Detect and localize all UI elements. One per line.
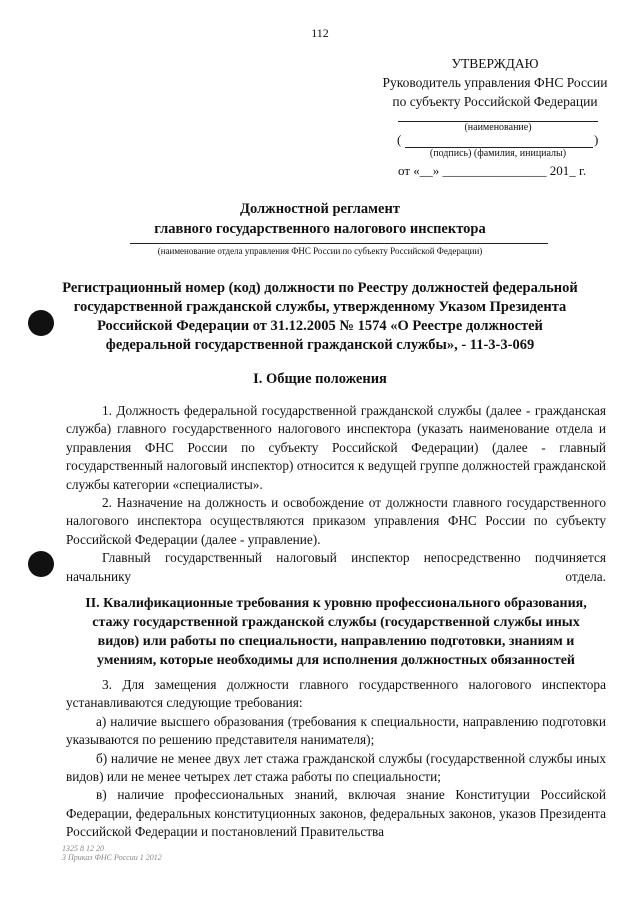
approval-date: от «__» ________________ 201_ г. (398, 163, 587, 178)
dept-caption: (наименование отдела управления ФНС России по субъекту Российской Федерации) (157, 246, 483, 256)
approval-heading: УТВЕРЖДАЮ (451, 56, 539, 71)
section-2-heading-4: умениям, которые необходимы для исполнения должностных обязанностей (97, 653, 575, 668)
registration-line-3: Российской Федерации от 31.12.2005 № 1574 «О Реестре должностей (97, 318, 543, 334)
paren-open: ( (397, 132, 402, 147)
section-1-heading: I. Общие положения (253, 371, 387, 387)
doc-title-2: главного государственного налогового инспектора (154, 221, 486, 237)
name-caption: (наименование) (464, 122, 532, 133)
registration-line-2: государственной гражданской службы, утвержденному Указом Президента (73, 299, 567, 315)
archive-stamp (62, 844, 162, 862)
item-a: а) наличие высшего образования (требования к специальности, направлению подготовки указываются по решению представителя нанимателя); (66, 713, 606, 748)
paragraph-3: 3. Для замещения должности главного государственного налогового инспектора устанавливаются следующие требования: (66, 677, 606, 711)
approval-line-2: по субъекту Российской Федерации (392, 94, 598, 109)
section-2-heading-2: стажу государственной гражданской службы (государственной службы иных (92, 615, 580, 630)
registration-line-1: Регистрационный номер (код) должности по Реестру должностей федеральной (62, 280, 578, 296)
registration-line-4: федеральной государственной гражданской службы», - 11-3-3-069 (105, 337, 535, 353)
section-1-body (66, 402, 606, 586)
section-2-heading (66, 594, 606, 670)
item-v: в) наличие профессиональных знаний, включая знание Конституции Российской Федерации, федеральных конституционных законов, федеральных законов, указов Президента Российской Федерации и постановлений Правительства (66, 787, 606, 840)
signature-caption: (подпись) (фамилия, инициалы) (429, 148, 567, 159)
section-2-heading-3: видов) или работы по специальности, направлению подготовки, знаниям и (97, 634, 575, 649)
paren-close: ) (594, 132, 599, 147)
punch-hole-bottom (28, 551, 54, 577)
page-number: 112 (311, 26, 329, 40)
approval-block (380, 54, 610, 111)
paragraph-2: 2. Назначение на должность и освобождение от должности главного государственного налогового инспектора осуществляются приказом управления ФНС России по субъекту Российской Федерации (далее - управление). (66, 495, 606, 547)
punch-hole-top (28, 310, 54, 336)
stamp-line-2: 3 Приказ ФНС России 1 2012 (62, 853, 162, 862)
section-2-body (66, 676, 606, 842)
paragraph-2-cont: Главный государственный налоговый инспектор непосредственно подчиняется начальнику отдела. (66, 550, 606, 584)
doc-title-1: Должностной регламент (240, 201, 400, 217)
stamp-line-1: 1325 8 12 20 (62, 844, 104, 853)
paragraph-1: 1. Должность федеральной государственной гражданской службы (далее - гражданская служба) главного государственного налогового инспектора (указать наименование отдела и управления ФНС России по субъекту Российской Федерации) (далее - главный государственный налоговый инспектор) относится к ведущей группе должностей гражданской службы категории «специалисты». (66, 403, 606, 492)
section-2-heading-1: II. Квалификационные требования к уровню профессионального образования, (85, 596, 587, 611)
approval-line-1: Руководитель управления ФНС России (382, 75, 608, 90)
dept-underline (130, 243, 548, 244)
item-b: б) наличие не менее двух лет стажа гражданской службы (государственной службы иных видов) или не менее четырех лет стажа работы по специальности; (66, 750, 606, 785)
